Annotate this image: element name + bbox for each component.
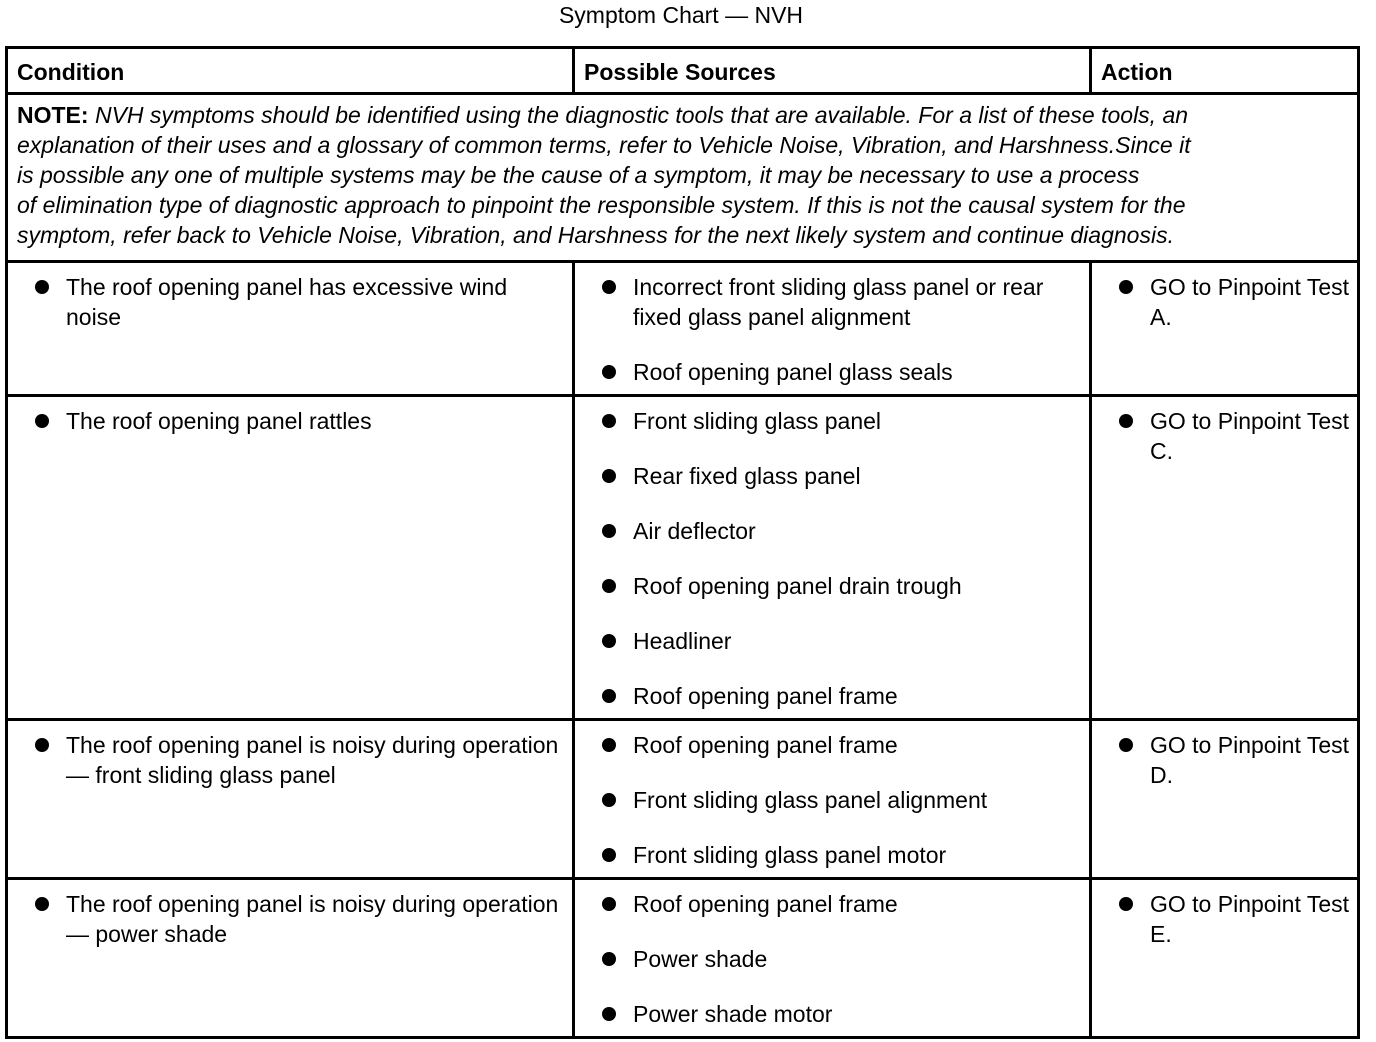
action-text: GO to Pinpoint Test C. xyxy=(1150,408,1350,464)
list-item xyxy=(583,516,1081,546)
bullet-icon xyxy=(35,738,49,752)
bullet-icon xyxy=(602,524,616,538)
source-text: Roof opening panel glass seals xyxy=(633,359,953,385)
sources-list xyxy=(575,397,1089,718)
condition-list xyxy=(8,721,572,797)
source-text: Air deflector xyxy=(633,518,756,544)
list-item xyxy=(16,272,564,332)
source-text: Roof opening panel frame xyxy=(633,732,898,758)
condition-text: The roof opening panel is noisy during operation— power shade xyxy=(66,891,559,947)
list-item xyxy=(583,840,1081,870)
list-item xyxy=(583,626,1081,656)
list-item xyxy=(583,785,1081,815)
table-row xyxy=(7,262,1359,396)
list-item xyxy=(583,406,1081,436)
header-action: Action xyxy=(1091,48,1359,94)
condition-list xyxy=(8,880,572,956)
list-item xyxy=(583,571,1081,601)
source-text: Roof opening panel frame xyxy=(633,683,898,709)
bullet-icon xyxy=(602,952,616,966)
list-item xyxy=(583,461,1081,491)
action-text: GO to Pinpoint Test E. xyxy=(1150,891,1350,947)
list-item xyxy=(1100,272,1349,332)
source-text: Roof opening panel drain trough xyxy=(633,573,962,599)
note-row xyxy=(7,94,1359,262)
condition-cell xyxy=(7,396,574,720)
condition-cell xyxy=(7,720,574,879)
condition-text: The roof opening panel has excessive wind noise xyxy=(66,274,508,330)
bullet-icon xyxy=(602,579,616,593)
bullet-icon xyxy=(602,738,616,752)
source-text: Rear fixed glass panel xyxy=(633,463,861,489)
condition-cell xyxy=(7,879,574,1038)
bullet-icon xyxy=(602,897,616,911)
sources-cell xyxy=(574,720,1091,879)
condition-cell xyxy=(7,262,574,396)
action-cell xyxy=(1091,396,1359,720)
source-text: Front sliding glass panel xyxy=(633,408,882,434)
table-row xyxy=(7,396,1359,720)
list-item xyxy=(583,730,1081,760)
list-item xyxy=(583,681,1081,711)
sources-cell xyxy=(574,879,1091,1038)
note-label: NOTE: xyxy=(17,102,89,128)
sources-list xyxy=(575,263,1089,394)
symptom-chart-table xyxy=(5,46,1360,1039)
action-cell xyxy=(1091,720,1359,879)
action-list xyxy=(1092,880,1357,956)
bullet-icon xyxy=(602,280,616,294)
bullet-icon xyxy=(602,469,616,483)
sources-cell xyxy=(574,262,1091,396)
header-condition: Condition xyxy=(7,48,574,94)
list-item xyxy=(1100,406,1349,466)
condition-list xyxy=(8,397,572,443)
bullet-icon xyxy=(602,689,616,703)
list-item xyxy=(1100,889,1349,949)
list-item xyxy=(583,999,1081,1029)
note-text: NVH symptoms should be identified using the diagnostic tools that are available. For a list of these tools, an explanation of their uses and a glossary of common terms, refer to Vehicle Noise, Vibration, and Harshness.Since it is possible any one of multiple systems may be the cause of a symptom, it may be necessary to use a process of elimination type of diagnostic approach to pinpoint the responsible system. If this is not the causal system for the symptom, refer back to Vehicle Noise, Vibration, and Harshness for the next likely system and continue diagnosis. xyxy=(17,102,1191,248)
bullet-icon xyxy=(602,365,616,379)
source-text: Roof opening panel frame xyxy=(633,891,898,917)
bullet-icon xyxy=(602,634,616,648)
sources-cell xyxy=(574,396,1091,720)
table-row xyxy=(7,720,1359,879)
source-text: Incorrect front sliding glass panel or rear fixed glass panel alignment xyxy=(633,274,1044,330)
bullet-icon xyxy=(602,414,616,428)
bullet-icon xyxy=(602,793,616,807)
bullet-icon xyxy=(1119,897,1133,911)
bullet-icon xyxy=(35,280,49,294)
action-text: GO to Pinpoint Test A. xyxy=(1150,274,1350,330)
list-item xyxy=(583,889,1081,919)
header-row xyxy=(7,48,1359,94)
sources-list xyxy=(575,880,1089,1036)
bullet-icon xyxy=(1119,414,1133,428)
bullet-icon xyxy=(602,1007,616,1021)
header-possible-sources: Possible Sources xyxy=(574,48,1091,94)
action-cell xyxy=(1091,879,1359,1038)
table-row xyxy=(7,879,1359,1038)
sources-list xyxy=(575,721,1089,877)
source-text: Front sliding glass panel motor xyxy=(633,842,947,868)
source-text: Power shade motor xyxy=(633,1001,833,1027)
condition-text: The roof opening panel rattles xyxy=(66,408,372,434)
list-item xyxy=(16,730,564,790)
bullet-icon xyxy=(1119,738,1133,752)
page-title: Symptom Chart — NVH xyxy=(558,2,804,28)
list-item xyxy=(583,357,1081,387)
list-item xyxy=(583,272,1081,332)
action-list xyxy=(1092,397,1357,473)
bullet-icon xyxy=(602,848,616,862)
bullet-icon xyxy=(35,897,49,911)
list-item xyxy=(16,406,564,436)
list-item xyxy=(583,944,1081,974)
source-text: Front sliding glass panel alignment xyxy=(633,787,988,813)
bullet-icon xyxy=(35,414,49,428)
list-item xyxy=(16,889,564,949)
action-list xyxy=(1092,721,1357,797)
bullet-icon xyxy=(1119,280,1133,294)
action-cell xyxy=(1091,262,1359,396)
list-item xyxy=(1100,730,1349,790)
note-cell xyxy=(7,94,1359,262)
condition-list xyxy=(8,263,572,339)
source-text: Headliner xyxy=(633,628,732,654)
condition-text: The roof opening panel is noisy during operation— front sliding glass panel xyxy=(66,732,559,788)
action-list xyxy=(1092,263,1357,339)
source-text: Power shade xyxy=(633,946,768,972)
action-text: GO to Pinpoint Test D. xyxy=(1150,732,1350,788)
